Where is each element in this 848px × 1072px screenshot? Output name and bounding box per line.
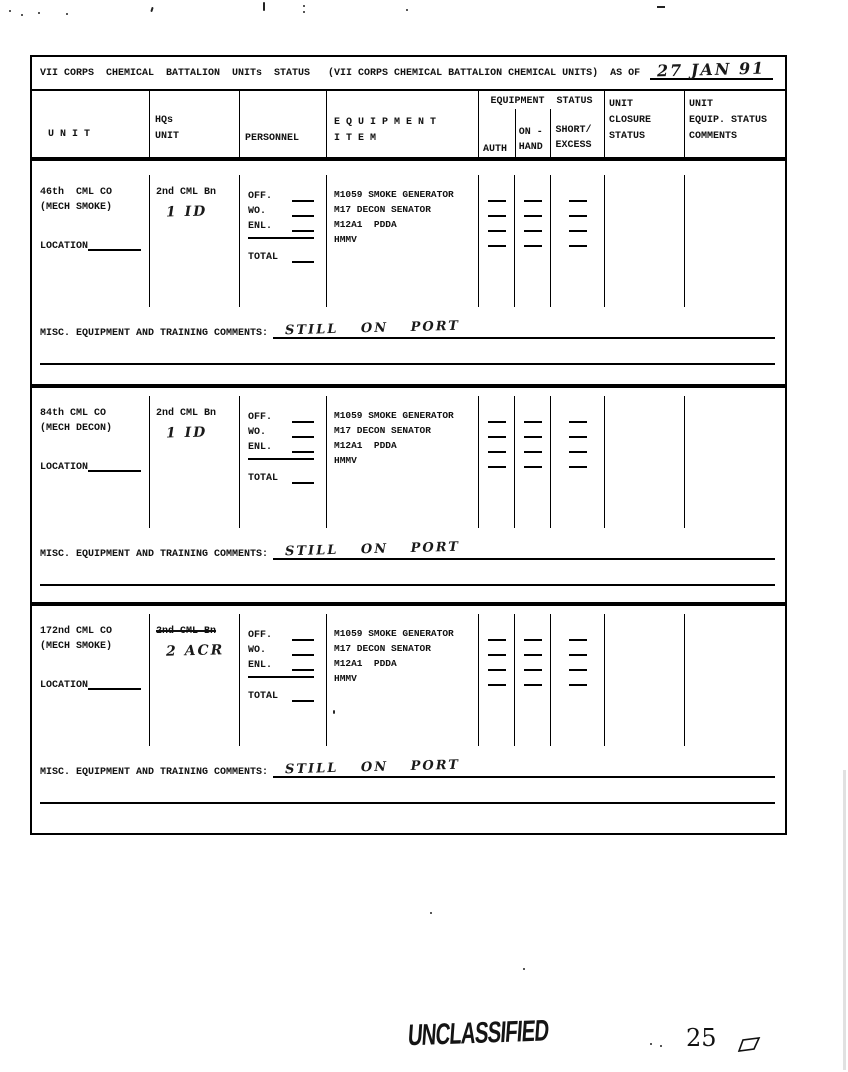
equipment-item: M12A1 PDDA (334, 440, 397, 451)
status-blank-line (569, 438, 587, 453)
scan-speck (650, 1043, 652, 1045)
status-blank-line (488, 217, 506, 232)
off-label: OFF. (248, 191, 273, 202)
status-blank-line (524, 656, 542, 671)
header-comments-label-2: EQUIP. STATUS (689, 115, 768, 126)
total-blank-line (292, 261, 314, 263)
form-title: VII CORPS CHEMICAL BATTALION UNITs STATUS (VII CORPS CHEMICAL BATTALION CHEMICAL UNITS) AS OF (40, 67, 641, 79)
status-blank-line (488, 202, 506, 217)
off-blank-line (292, 200, 314, 202)
status-blank-line (488, 626, 506, 641)
status-blank-line (524, 453, 542, 468)
unit-cell (32, 396, 150, 528)
equipment-cell (327, 396, 479, 528)
equipment-item: M12A1 PDDA (334, 219, 397, 230)
unit-name: 172nd CML CO (40, 626, 113, 637)
header-on-label: ON - (518, 127, 543, 138)
status-blank-line (524, 671, 542, 686)
status-blank-line (569, 187, 587, 202)
header-item-label: I T E M (334, 133, 377, 144)
status-blank-line (569, 626, 587, 641)
personnel-cell (240, 175, 327, 307)
status-blank-line (488, 408, 506, 423)
header-equipment-status-group (479, 91, 605, 157)
unit-row (32, 175, 785, 307)
unit-cell (32, 614, 150, 746)
closure-status-cell (605, 614, 685, 746)
status-blank-line (488, 641, 506, 656)
page-number: 25 (686, 1024, 717, 1052)
scan-speck (303, 11, 305, 13)
header-comments-label-1: UNIT (689, 99, 714, 110)
status-blank-line (569, 232, 587, 247)
equipment-item: M1059 SMOKE GENERATOR (334, 410, 454, 421)
equipment-item: M17 DECON SENATOR (334, 643, 431, 654)
comments-continuation-line (40, 584, 775, 586)
equip-status-comments-cell (685, 614, 785, 746)
as-of-date-line (650, 60, 773, 80)
table-header-row (32, 91, 785, 161)
misc-comments-handwritten: STILL ON PORT (284, 757, 461, 778)
hq-handwritten: 1 ID (165, 424, 208, 442)
unit-name: 46th CML CO (40, 187, 113, 198)
wo-label: WO. (248, 206, 267, 217)
unit-type: (MECH SMOKE) (40, 202, 113, 213)
status-blank-line (569, 453, 587, 468)
closure-status-cell (605, 396, 685, 528)
header-excess-label: EXCESS (555, 140, 592, 151)
unit-block-46th (32, 161, 785, 388)
equipment-item: HMMV (334, 673, 357, 684)
equipment-item: M17 DECON SENATOR (334, 204, 431, 215)
hq-cell (150, 396, 240, 528)
equipment-item: M1059 SMOKE GENERATOR (334, 628, 454, 639)
header-comments-label-3: COMMENTS (689, 131, 738, 142)
scan-speck (430, 912, 432, 914)
header-equipment-label: E Q U I P M E N T (334, 117, 437, 128)
short-excess-cell (551, 175, 605, 307)
status-blank-line (488, 438, 506, 453)
unit-block-172nd (32, 606, 785, 833)
location-label: LOCATION (40, 462, 89, 473)
header-equipment-col (327, 91, 479, 157)
scan-speck (9, 10, 11, 12)
pen-mark-icon (737, 1036, 763, 1054)
equip-status-comments-cell (685, 175, 785, 307)
hq-unit-struck-through: 2nd CML Bn (156, 626, 217, 637)
header-personnel-col (240, 91, 327, 157)
unit-type: (MECH DECON) (40, 423, 113, 434)
wo-blank-line (292, 436, 314, 438)
location-label: LOCATION (40, 241, 89, 252)
misc-comments-handwritten: STILL ON PORT (284, 539, 461, 560)
equipment-item: M1059 SMOKE GENERATOR (334, 189, 454, 200)
location-blank-line (88, 241, 141, 251)
location-row (40, 680, 143, 691)
scan-edge-shadow (843, 770, 846, 1070)
total-blank-line (292, 482, 314, 484)
status-blank-line (488, 423, 506, 438)
misc-comments-handwritten: STILL ON PORT (284, 318, 461, 339)
misc-comments-label: MISC. EQUIPMENT AND TRAINING COMMENTS: (40, 767, 269, 778)
header-auth-label: AUTH (483, 144, 508, 155)
personnel-cell (240, 614, 327, 746)
status-blank-line (524, 217, 542, 232)
location-row (40, 241, 143, 252)
status-blank-line (524, 438, 542, 453)
header-closure-label-1: UNIT (609, 99, 634, 110)
form-table (30, 55, 787, 835)
unit-row (32, 614, 785, 746)
status-blank-line (524, 187, 542, 202)
scan-speck (657, 6, 665, 8)
unit-cell (32, 175, 150, 307)
wo-label: WO. (248, 427, 267, 438)
equipment-cell (327, 175, 479, 307)
wo-blank-line (292, 215, 314, 217)
status-blank-line (488, 656, 506, 671)
misc-comments-row (40, 319, 775, 339)
auth-cell (479, 396, 515, 528)
hq-unit: 2nd CML Bn (156, 408, 217, 419)
scan-speck (523, 968, 525, 970)
equipment-item: M17 DECON SENATOR (334, 425, 431, 436)
header-personnel-label: PERSONNEL (245, 133, 300, 144)
enl-blank-line (292, 451, 314, 453)
total-label: TOTAL (248, 473, 279, 484)
enl-label: ENL. (248, 221, 273, 232)
unit-row (32, 396, 785, 528)
hq-unit: 2nd CML Bn (156, 187, 217, 198)
wo-blank-line (292, 654, 314, 656)
header-equipment-status-label: EQUIPMENT STATUS (490, 96, 593, 107)
header-unit-col (32, 91, 150, 157)
off-blank-line (292, 639, 314, 641)
hq-cell (150, 175, 240, 307)
off-blank-line (292, 421, 314, 423)
hq-handwritten: 1 ID (165, 203, 208, 221)
misc-comments-row (40, 758, 775, 778)
equipment-cell (327, 614, 479, 746)
scan-speck (303, 5, 305, 7)
status-blank-line (569, 408, 587, 423)
sum-line (248, 676, 314, 678)
on-hand-cell (515, 175, 551, 307)
misc-comments-blank-line (273, 758, 775, 778)
personnel-cell (240, 396, 327, 528)
sum-line (248, 458, 314, 460)
total-blank-line (292, 700, 314, 702)
unit-name: 84th CML CO (40, 408, 107, 419)
scan-speck (660, 1045, 662, 1047)
status-blank-line (488, 453, 506, 468)
status-blank-line (524, 232, 542, 247)
equipment-item: HMMV (334, 234, 357, 245)
auth-cell (479, 175, 515, 307)
off-label: OFF. (248, 630, 273, 641)
status-blank-line (488, 232, 506, 247)
scan-speck (406, 9, 408, 11)
equipment-item: M12A1 PDDA (334, 658, 397, 669)
scan-speck (150, 7, 153, 12)
form-title-row (32, 57, 785, 91)
status-blank-line (569, 217, 587, 232)
equipment-item: HMMV (334, 455, 357, 466)
sum-line (248, 237, 314, 239)
location-label: LOCATION (40, 680, 89, 691)
status-blank-line (524, 202, 542, 217)
misc-comments-row (40, 540, 775, 560)
on-hand-cell (515, 614, 551, 746)
status-blank-line (524, 408, 542, 423)
scan-speck (38, 12, 40, 14)
misc-comments-label: MISC. EQUIPMENT AND TRAINING COMMENTS: (40, 549, 269, 560)
on-hand-cell (515, 396, 551, 528)
scan-speck (66, 13, 68, 15)
closure-status-cell (605, 175, 685, 307)
header-closure-label-2: CLOSURE (609, 115, 652, 126)
enl-blank-line (292, 230, 314, 232)
status-blank-line (524, 641, 542, 656)
as-of-date-handwritten: 27 JAN 91 (657, 58, 766, 81)
unclassified-stamp: UNCLASSIFIED (406, 1012, 550, 1053)
status-blank-line (569, 671, 587, 686)
header-hand-label: HAND (518, 142, 543, 153)
short-excess-cell (551, 396, 605, 528)
header-hqs-unit-label: UNIT (155, 131, 180, 142)
scan-speck (21, 14, 23, 16)
comments-continuation-line (40, 802, 775, 804)
off-label: OFF. (248, 412, 273, 423)
misc-comments-label: MISC. EQUIPMENT AND TRAINING COMMENTS: (40, 328, 269, 339)
total-label: TOTAL (248, 252, 279, 263)
misc-comments-blank-line (273, 540, 775, 560)
header-closure-col (605, 91, 685, 157)
hq-handwritten: 2 ACR (165, 642, 225, 660)
hq-cell (150, 614, 240, 746)
header-hqs-label: HQs (155, 115, 174, 126)
status-blank-line (569, 423, 587, 438)
total-label: TOTAL (248, 691, 279, 702)
status-blank-line (569, 202, 587, 217)
location-blank-line (88, 680, 141, 690)
status-blank-line (488, 187, 506, 202)
scan-speck (263, 2, 265, 11)
enl-blank-line (292, 669, 314, 671)
comments-continuation-line (40, 363, 775, 365)
header-short-label: SHORT/ (555, 125, 592, 136)
status-blank-line (569, 656, 587, 671)
status-blank-line (569, 641, 587, 656)
unit-block-84th (32, 388, 785, 606)
status-blank-line (524, 423, 542, 438)
location-blank-line (88, 462, 141, 472)
enl-label: ENL. (248, 660, 273, 671)
unit-type: (MECH SMOKE) (40, 641, 113, 652)
misc-comments-blank-line (273, 319, 775, 339)
header-comments-col (685, 91, 785, 157)
equip-status-comments-cell (685, 396, 785, 528)
location-row (40, 462, 143, 473)
status-blank-line (488, 671, 506, 686)
enl-label: ENL. (248, 442, 273, 453)
wo-label: WO. (248, 645, 267, 656)
status-blank-line (524, 626, 542, 641)
header-closure-label-3: STATUS (609, 131, 646, 142)
header-hq-col (150, 91, 240, 157)
auth-cell (479, 614, 515, 746)
short-excess-cell (551, 614, 605, 746)
header-unit-label: U N I T (48, 129, 91, 140)
